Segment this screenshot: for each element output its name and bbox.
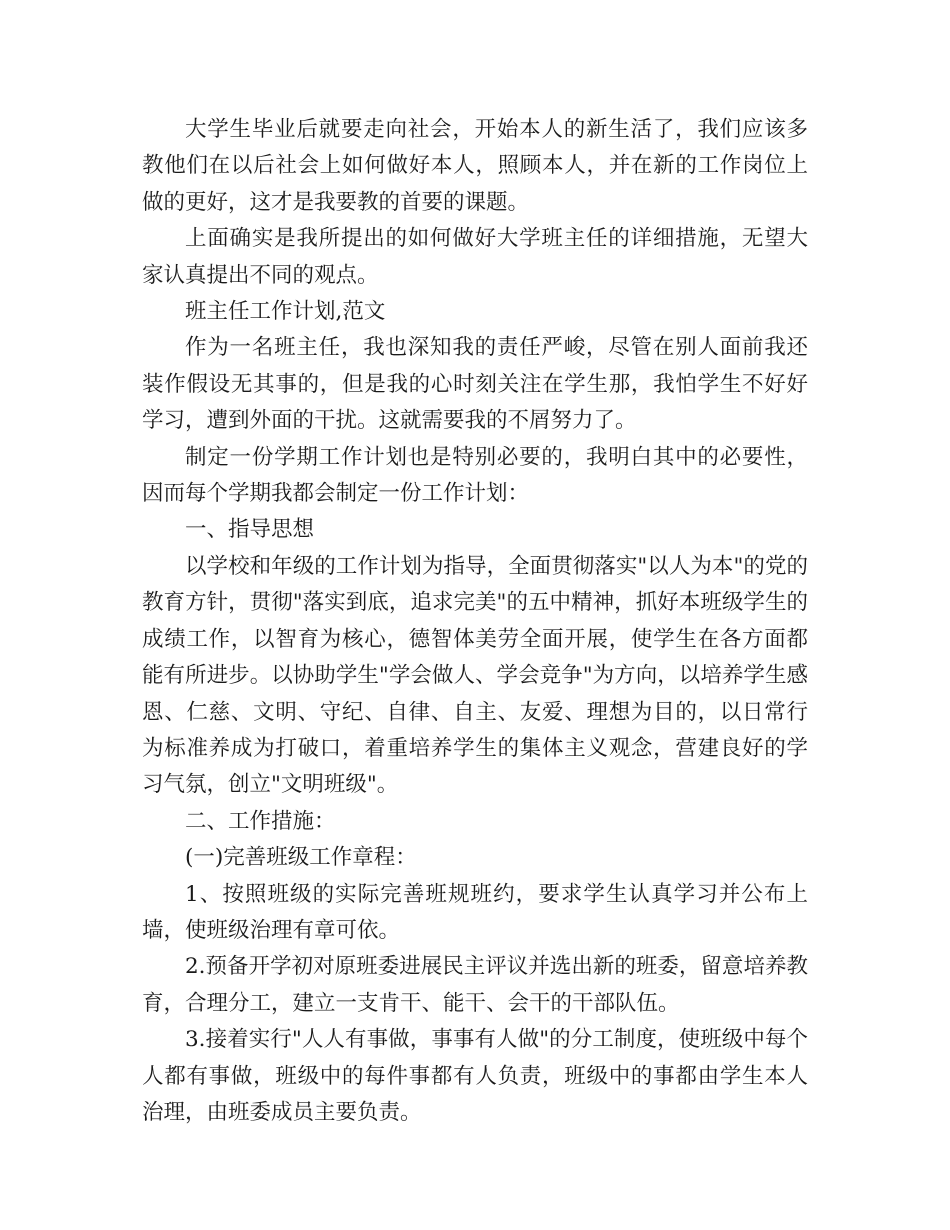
paragraph-measures-summary: 上面确实是我所提出的如何做好大学班主任的详细措施，无望大家认真提出不同的观点。: [142, 226, 808, 288]
heading-work-measures: 二、工作措施：: [185, 808, 336, 834]
document-body: [142, 112, 808, 1131]
paragraph-plan-necessity: 制定一份学期工作计划也是特别必要的，我明白其中的必要性，因而每个学期我都会制定一份工作计划：: [142, 444, 808, 507]
list-item-2: 2.预备开学初对原班委进展民主评议并选出新的班委，留意培养教育，合理分工，建立一支肯干、能干、会干的干部队伍。: [142, 954, 808, 1016]
list-item-1: 1、按照班级的实际完善班规班约，要求学生认真学习并公布上墙，使班级治理有章可依。: [142, 881, 808, 943]
list-item-3: 3.接着实行"人人有事做，事事有人做"的分工制度，使班级中每个人都有事做，班级中的每件事都有人负责，班级中的事都由学生本人治理，由班委成员主要负责。: [142, 1027, 808, 1125]
paragraph-graduation: 大学生毕业后就要走向社会，开始本人的新生活了，我们应该多教他们在以后社会上如何做好本人，照顾本人，并在新的工作岗位上做的更好，这才是我要教的首要的课题。: [142, 117, 808, 215]
paragraph-responsibility: 作为一名班主任，我也深知我的责任严峻，尽管在别人面前我还装作假设无其事的，但是我的心时刻关注在学生那，我怕学生不好好学习，遭到外面的干扰。这就需要我的不屑努力了。: [142, 335, 808, 434]
paragraph-guiding-ideology: 以学校和年级的工作计划为指导，全面贯彻落实"以人为本"的党的教育方针，贯彻"落实到底，追求完美"的五中精神，抓好本班级学生的成绩工作，以智育为核心，德智体美劳全面开展，使学生在各方面都能有所进步。以协助学生"学会做人、学会竞争"为方向，以培养学生感恩、仁慈、文明、守纪、自律、自主、友爱、理想为目的，以日常行为标准养成为打破口，着重培养学生的集体主义观念，营建良好的学习气氛，创立"文明班级"。: [142, 553, 808, 798]
heading-guiding-ideology: 一、指导思想: [185, 517, 315, 543]
section-title: 班主任工作计划,范文: [185, 299, 386, 325]
subheading-class-rules: (一)完善班级工作章程：: [185, 845, 417, 871]
